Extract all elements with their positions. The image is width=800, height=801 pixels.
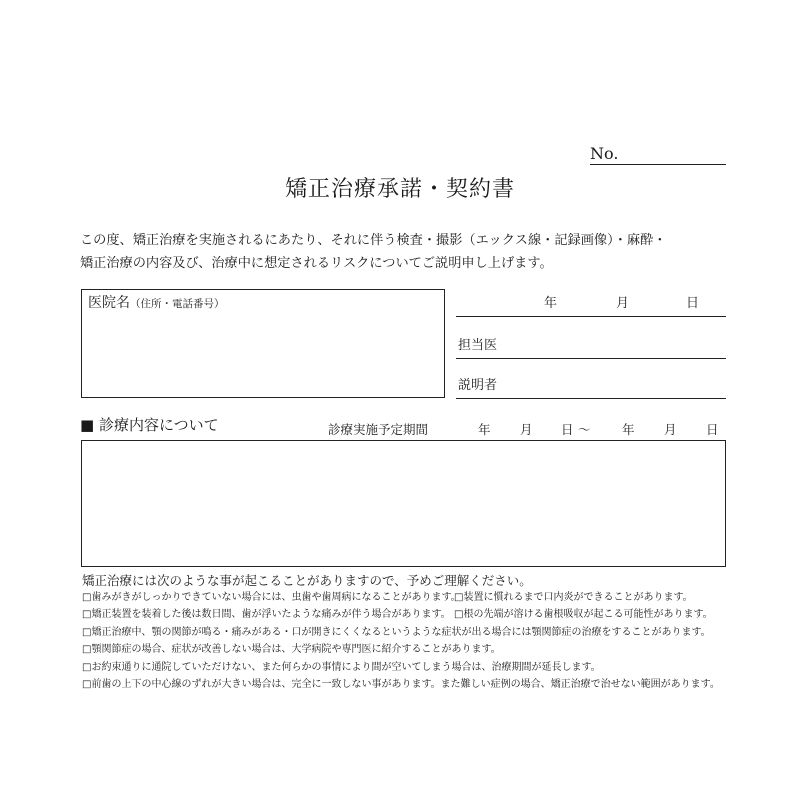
period-end-year: 年 [622,422,635,437]
period-start-year: 年 [478,422,491,437]
document-title: 矯正治療承諾・契約書 [284,177,515,202]
risk-note-item: □前歯の上下の中心線のずれが大きい場合は、完全に一致しない事があります。また難しい症例の場合、矯正治療で治せない範囲があります。 [82,678,720,690]
risk-note-row [82,589,720,606]
period-end-day: 日 [706,422,719,437]
period-end-month: 月 [664,422,677,437]
risk-note-row [82,606,720,623]
risk-note-item: □顎関節症の場合、症状が改善しない場合は、大学病院や専門医に紹介することがあります。 [82,644,501,656]
clinic-label-main: 医院名 [88,295,130,311]
risk-note-item: □根の先端が溶ける歯根吸収が起こる可能性があります。 [454,609,713,621]
date-month-label: 月 [616,296,630,311]
risk-note-item: □矯正治療中、顎の関節が鳴る・痛みがある・口が開きにくくなるというような症状が出る場合には顎関節症の治療をすることがあります。 [82,626,711,638]
explainer-label: 説明者 [458,378,498,393]
risk-note-item: □矯正装置を装着した後は数日間、歯が浮いたような痛みが伴う場合があります。 [82,609,451,621]
section-bullet: ■ [80,416,95,434]
section-heading [80,414,219,435]
date-year-label: 年 [544,296,558,311]
risk-note-item: □装置に慣れるまで口内炎ができることがあります。 [454,592,693,603]
period-tilde: 〜 [578,422,591,437]
explainer-field[interactable] [456,372,726,399]
intro-text [80,229,740,275]
treatment-content-box[interactable] [81,440,726,567]
section-title: 診療内容について [98,416,219,434]
clinic-label [88,292,225,312]
doctor-label: 担当医 [458,338,498,353]
period-label: 診療実施予定期間 [328,422,429,437]
form-number-line [590,164,726,165]
period-start-month: 月 [520,422,533,437]
clinic-label-sub: （住所・電話番号） [130,298,225,310]
period-start-day: 日 [561,422,574,437]
doctor-field[interactable] [456,332,726,359]
intro-line-1: この度、矯正治療を実施されるにあたり、それに伴う検査・撮影（エックス線・記録画像）・麻酔・ [80,233,667,248]
intro-line-2: 矯正治療の内容及び、治療中に想定されるリスクについてご説明申し上げます。 [80,256,553,271]
form-number-label: No. [590,144,619,163]
risk-note-item: □お約束通りに通院していただけない、また何らかの事情により間が空いてしまう場合は、治療期間が延長します。 [82,661,601,673]
notice-title: 矯正治療には次のような事が起こることがありますので、予めご理解ください。 [82,573,532,588]
risk-note-item: □歯みがきがしっかりできていない場合には、虫歯や歯周病になることがあります。 [82,592,461,603]
date-field[interactable] [456,290,726,317]
date-day-label: 日 [686,296,700,311]
risk-notes [82,589,720,693]
